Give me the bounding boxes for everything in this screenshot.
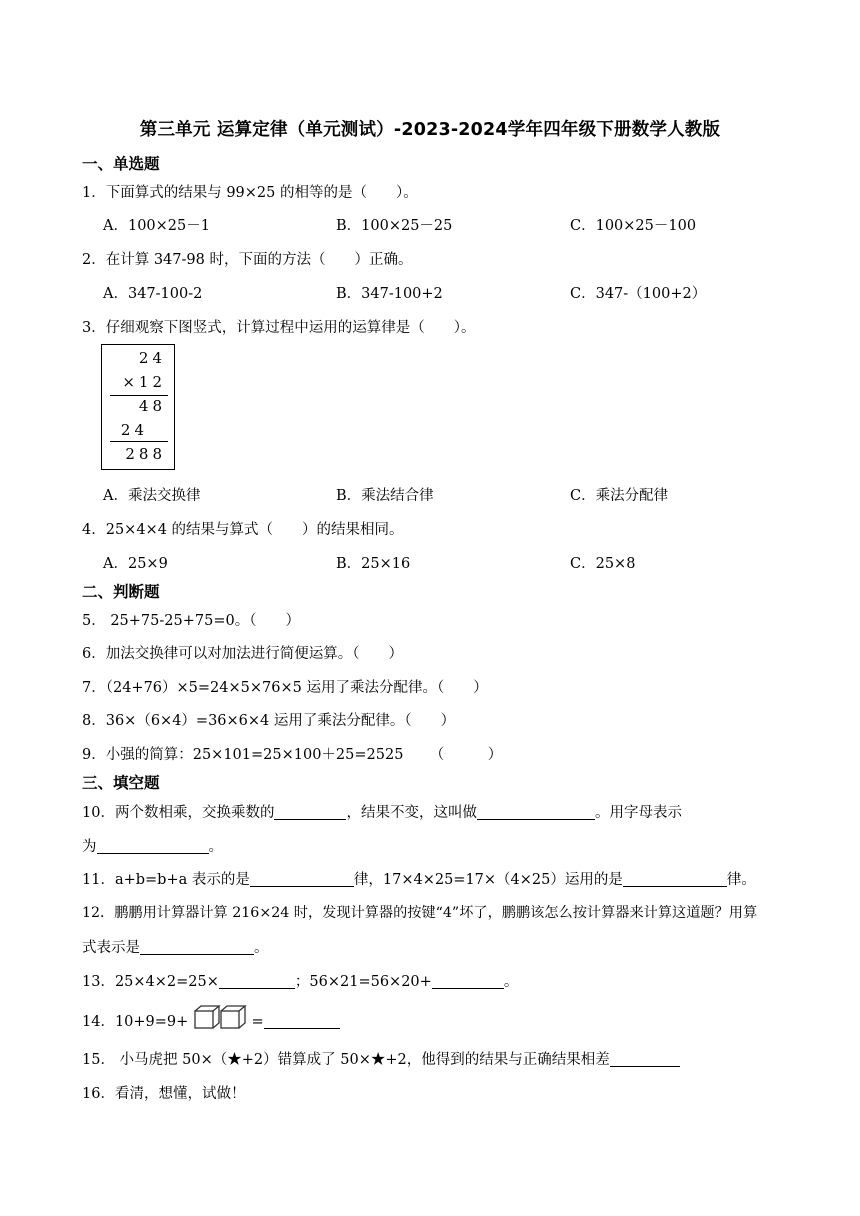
question-13-part-2: ；56×21=56×20+ <box>294 974 432 990</box>
question-3-option-a: A．乘法交换律 <box>103 488 201 504</box>
question-12-part-3: 。 <box>254 940 269 956</box>
question-3-option-b: B．乘法结合律 <box>336 488 434 504</box>
answer-blank[interactable] <box>140 939 254 955</box>
vertical-row-partial-2: 24 <box>120 421 148 439</box>
answer-blank[interactable] <box>264 1013 340 1029</box>
question-10-part-5: 。 <box>208 839 223 855</box>
cube-pair-icon <box>193 1004 247 1040</box>
answer-blank[interactable] <box>219 973 295 989</box>
question-1-option-c: C．100×25－100 <box>570 218 697 234</box>
page-title: 第三单元 运算定律（单元测试）-2023-2024学年四年级下册数学人教版 <box>139 120 721 140</box>
question-2-option-a: A．347-100-2 <box>103 286 203 302</box>
question-6-text: 6．加法交换律可以对加法进行简便运算。（ ） <box>82 646 403 662</box>
question-10-part-4: 为 <box>82 839 97 855</box>
question-12-line-1: 12．鹏鹏用计算器计算 216×24 时，发现计算器的按键“4”坏了，鹏鹏该怎么按计算器来计算这道题？用算 <box>82 905 758 921</box>
question-15-line <box>82 1048 680 1069</box>
question-16-text: 16．看清，想懂，试做！ <box>82 1086 246 1102</box>
question-8-text: 8．36×（6×4）=36×6×4 运用了乘法分配律。（ ） <box>82 713 456 729</box>
question-4-text: 4．25×4×4 的结果与算式（ ）的结果相同。 <box>82 522 404 538</box>
question-14-line <box>82 1004 340 1040</box>
question-15-part-1: 15． 小马虎把 50×（★+2）错算成了 50×★+2，他得到的结果与正确结果相差 <box>82 1052 610 1068</box>
question-3-option-c: C．乘法分配律 <box>570 488 669 504</box>
question-11-line <box>82 868 756 889</box>
question-11-part-3: 律。 <box>726 872 756 888</box>
question-14-part-2: = <box>251 1014 264 1030</box>
question-14-part-1: 14．10+9=9+ <box>82 1014 189 1030</box>
question-12-part-2: 式表示是 <box>82 940 140 956</box>
question-13-line <box>82 970 518 991</box>
answer-blank[interactable] <box>610 1051 680 1067</box>
question-12-line-2 <box>82 936 269 957</box>
question-1-text: 1．下面算式的结果与 99×25 的相等的是（ ）。 <box>82 185 418 201</box>
answer-blank[interactable] <box>250 871 354 887</box>
question-10-part-2: ，结果不变，这叫做 <box>346 805 477 821</box>
vertical-row-partial-1: 48 <box>138 397 166 415</box>
vertical-divider-line <box>110 441 168 442</box>
question-1-option-b: B．100×25－25 <box>336 218 453 234</box>
section-heading-single-choice: 一、单选题 <box>82 155 160 173</box>
answer-blank[interactable] <box>97 838 209 854</box>
vertical-multiplication-figure <box>101 344 175 470</box>
question-2-text: 2．在计算 347-98 时，下面的方法（ ）正确。 <box>82 252 413 268</box>
answer-blank[interactable] <box>274 804 346 820</box>
question-10-part-1: 10．两个数相乘，交换乘数的 <box>82 805 275 821</box>
question-4-option-a: A．25×9 <box>103 556 168 572</box>
vertical-row-product: 288 <box>125 445 166 463</box>
answer-blank[interactable] <box>477 804 595 820</box>
question-13-part-1: 13．25×4×2=25× <box>82 974 219 990</box>
question-3-text: 3．仔细观察下图竖式，计算过程中运用的运算律是（ ）。 <box>82 320 476 336</box>
question-5-text: 5． 25+75-25+75=0。（ ） <box>82 613 300 629</box>
question-10-line-2 <box>82 835 223 856</box>
question-9-text: 9．小强的简算：25×101=25×100＋25=2525 （ ） <box>82 747 503 763</box>
section-heading-true-false: 二、判断题 <box>82 583 160 601</box>
question-4-option-c: C．25×8 <box>570 556 636 572</box>
question-11-part-2: 律，17×4×25=17×（4×25）运用的是 <box>353 872 623 888</box>
section-heading-fill-in: 三、填空题 <box>82 774 160 792</box>
question-2-option-c: C．347-（100+2） <box>570 286 707 302</box>
question-13-part-3: 。 <box>503 974 519 990</box>
question-10-part-3: 。用字母表示 <box>594 805 682 821</box>
question-7-text: 7．（24+76）×5=24×5×76×5 运用了乘法分配律。（ ） <box>82 680 488 696</box>
answer-blank[interactable] <box>432 973 504 989</box>
vertical-divider-line <box>110 395 168 396</box>
vertical-row-multiplier: ×12 <box>122 373 166 391</box>
answer-blank[interactable] <box>623 871 727 887</box>
vertical-row-multiplicand: 24 <box>138 349 166 367</box>
question-1-option-a: A．100×25－1 <box>103 218 210 234</box>
question-10-line-1 <box>82 801 682 822</box>
question-2-option-b: B．347-100+2 <box>336 286 443 302</box>
question-11-part-1: 11．a+b=b+a 表示的是 <box>82 872 250 888</box>
question-4-option-b: B．25×16 <box>336 556 411 572</box>
